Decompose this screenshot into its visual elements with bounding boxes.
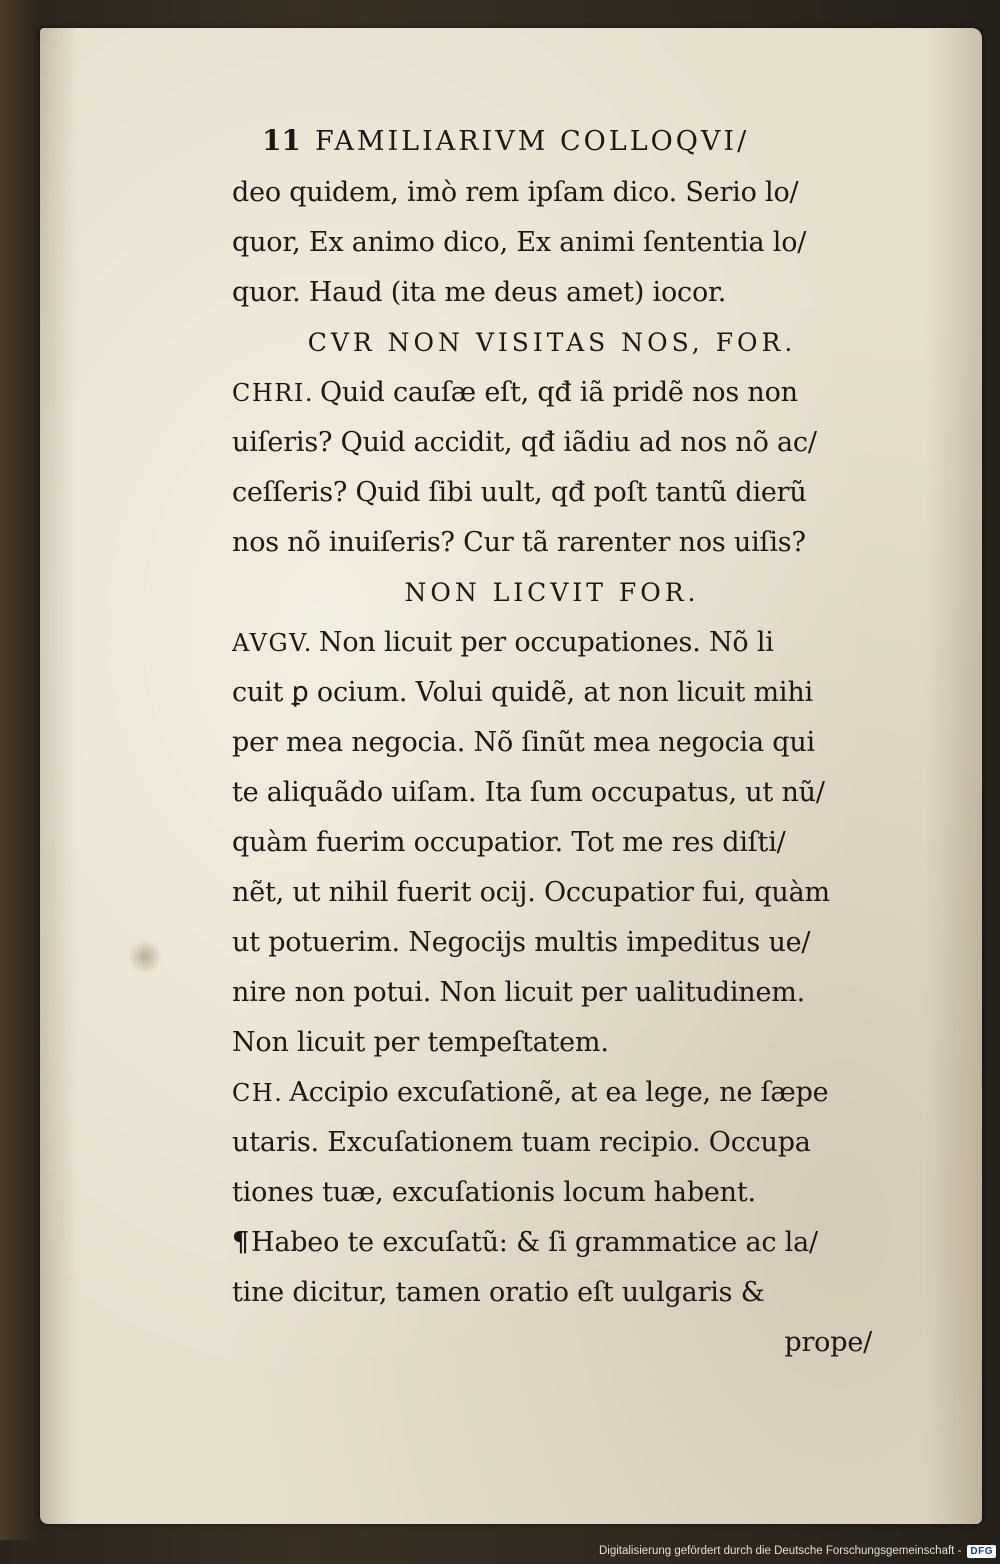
text-line: ceſſeris? Quid ſibi uult, qđ poſt tantũ dierũ xyxy=(232,477,807,508)
speaker-label: CHRI. xyxy=(232,379,314,407)
folio-number: 11 xyxy=(262,124,301,157)
text-span: Habeo te excuſatũ: & ſi grammatice ac la/ xyxy=(250,1227,818,1258)
paper-stain xyxy=(128,940,162,974)
text-line: cuit ꝑ ocium. Volui quidẽ, at non licuit mihi xyxy=(232,677,813,708)
text-line: deo quidem, imò rem ipſam dico. Serio lo/ xyxy=(232,177,799,208)
footer-text: Digitalisierung gefördert durch die Deutsche Forschungsgemeinschaft - xyxy=(598,1545,962,1557)
text-line: per mea negocia. Nõ ſinũt mea negocia qui xyxy=(232,727,815,758)
section-heading: CVR NON VISITAS NOS, FOR. xyxy=(307,328,797,357)
text-line xyxy=(232,368,872,418)
dfg-logo-icon: DFG xyxy=(967,1545,996,1558)
text-line: tine dicitur, tamen oratio eſt uulgaris & xyxy=(232,1277,765,1308)
page-header xyxy=(262,124,882,168)
text-line: quor, Ex animo dico, Ex animi ſententia lo/ xyxy=(232,227,807,258)
text-line: quàm fuerim occupatior. Tot me res diſti/ xyxy=(232,827,786,858)
text-line xyxy=(232,1068,872,1118)
text-line: te aliquãdo uiſam. Ita ſum occupatus, ut nũ/ xyxy=(232,777,825,808)
running-title: FAMILIARIVM COLLOQVI/ xyxy=(314,126,750,157)
text-line: nos nõ inuiſeris? Cur tã rarenter nos uiſis? xyxy=(232,527,806,558)
text-line: ut potuerim. Negocijs multis impeditus ue/ xyxy=(232,927,811,958)
text-span: Accipio excuſationẽ, at ea lege, ne ſæpe xyxy=(289,1077,829,1108)
binding-edge xyxy=(0,0,38,1540)
catchword: prope/ xyxy=(784,1327,872,1358)
text-line: tiones tuæ, excuſationis locum habent. xyxy=(232,1177,756,1208)
text-span: Quid cauſæ eſt, qđ iã pridẽ nos non xyxy=(319,377,798,408)
text-line: Non licuit per tempeſtatem. xyxy=(232,1027,609,1058)
text-line xyxy=(232,1218,872,1268)
speaker-label: CH. xyxy=(232,1079,284,1107)
text-line: uiſeris? Quid accidit, qđ iãdiu ad nos nõ ac/ xyxy=(232,427,817,458)
section-heading: NON LICVIT FOR. xyxy=(404,578,700,607)
text-line xyxy=(232,618,872,668)
text-block xyxy=(232,168,872,1358)
text-line: nire non potui. Non licuit per ualitudinem. xyxy=(232,977,806,1008)
pilcrow-mark: ¶ xyxy=(232,1227,249,1258)
text-line: nẽt, ut nihil fuerit ocij. Occupatior fui, quàm xyxy=(232,877,830,908)
text-span: Non licuit per occupationes. Nõ li xyxy=(318,627,774,658)
text-line: quor. Haud (ita me deus amet) iocor. xyxy=(232,277,727,308)
speaker-label: AVGV. xyxy=(232,629,313,657)
digitization-footer xyxy=(599,1542,996,1560)
text-line: utaris. Excuſationem tuam recipio. Occupa xyxy=(232,1127,811,1158)
